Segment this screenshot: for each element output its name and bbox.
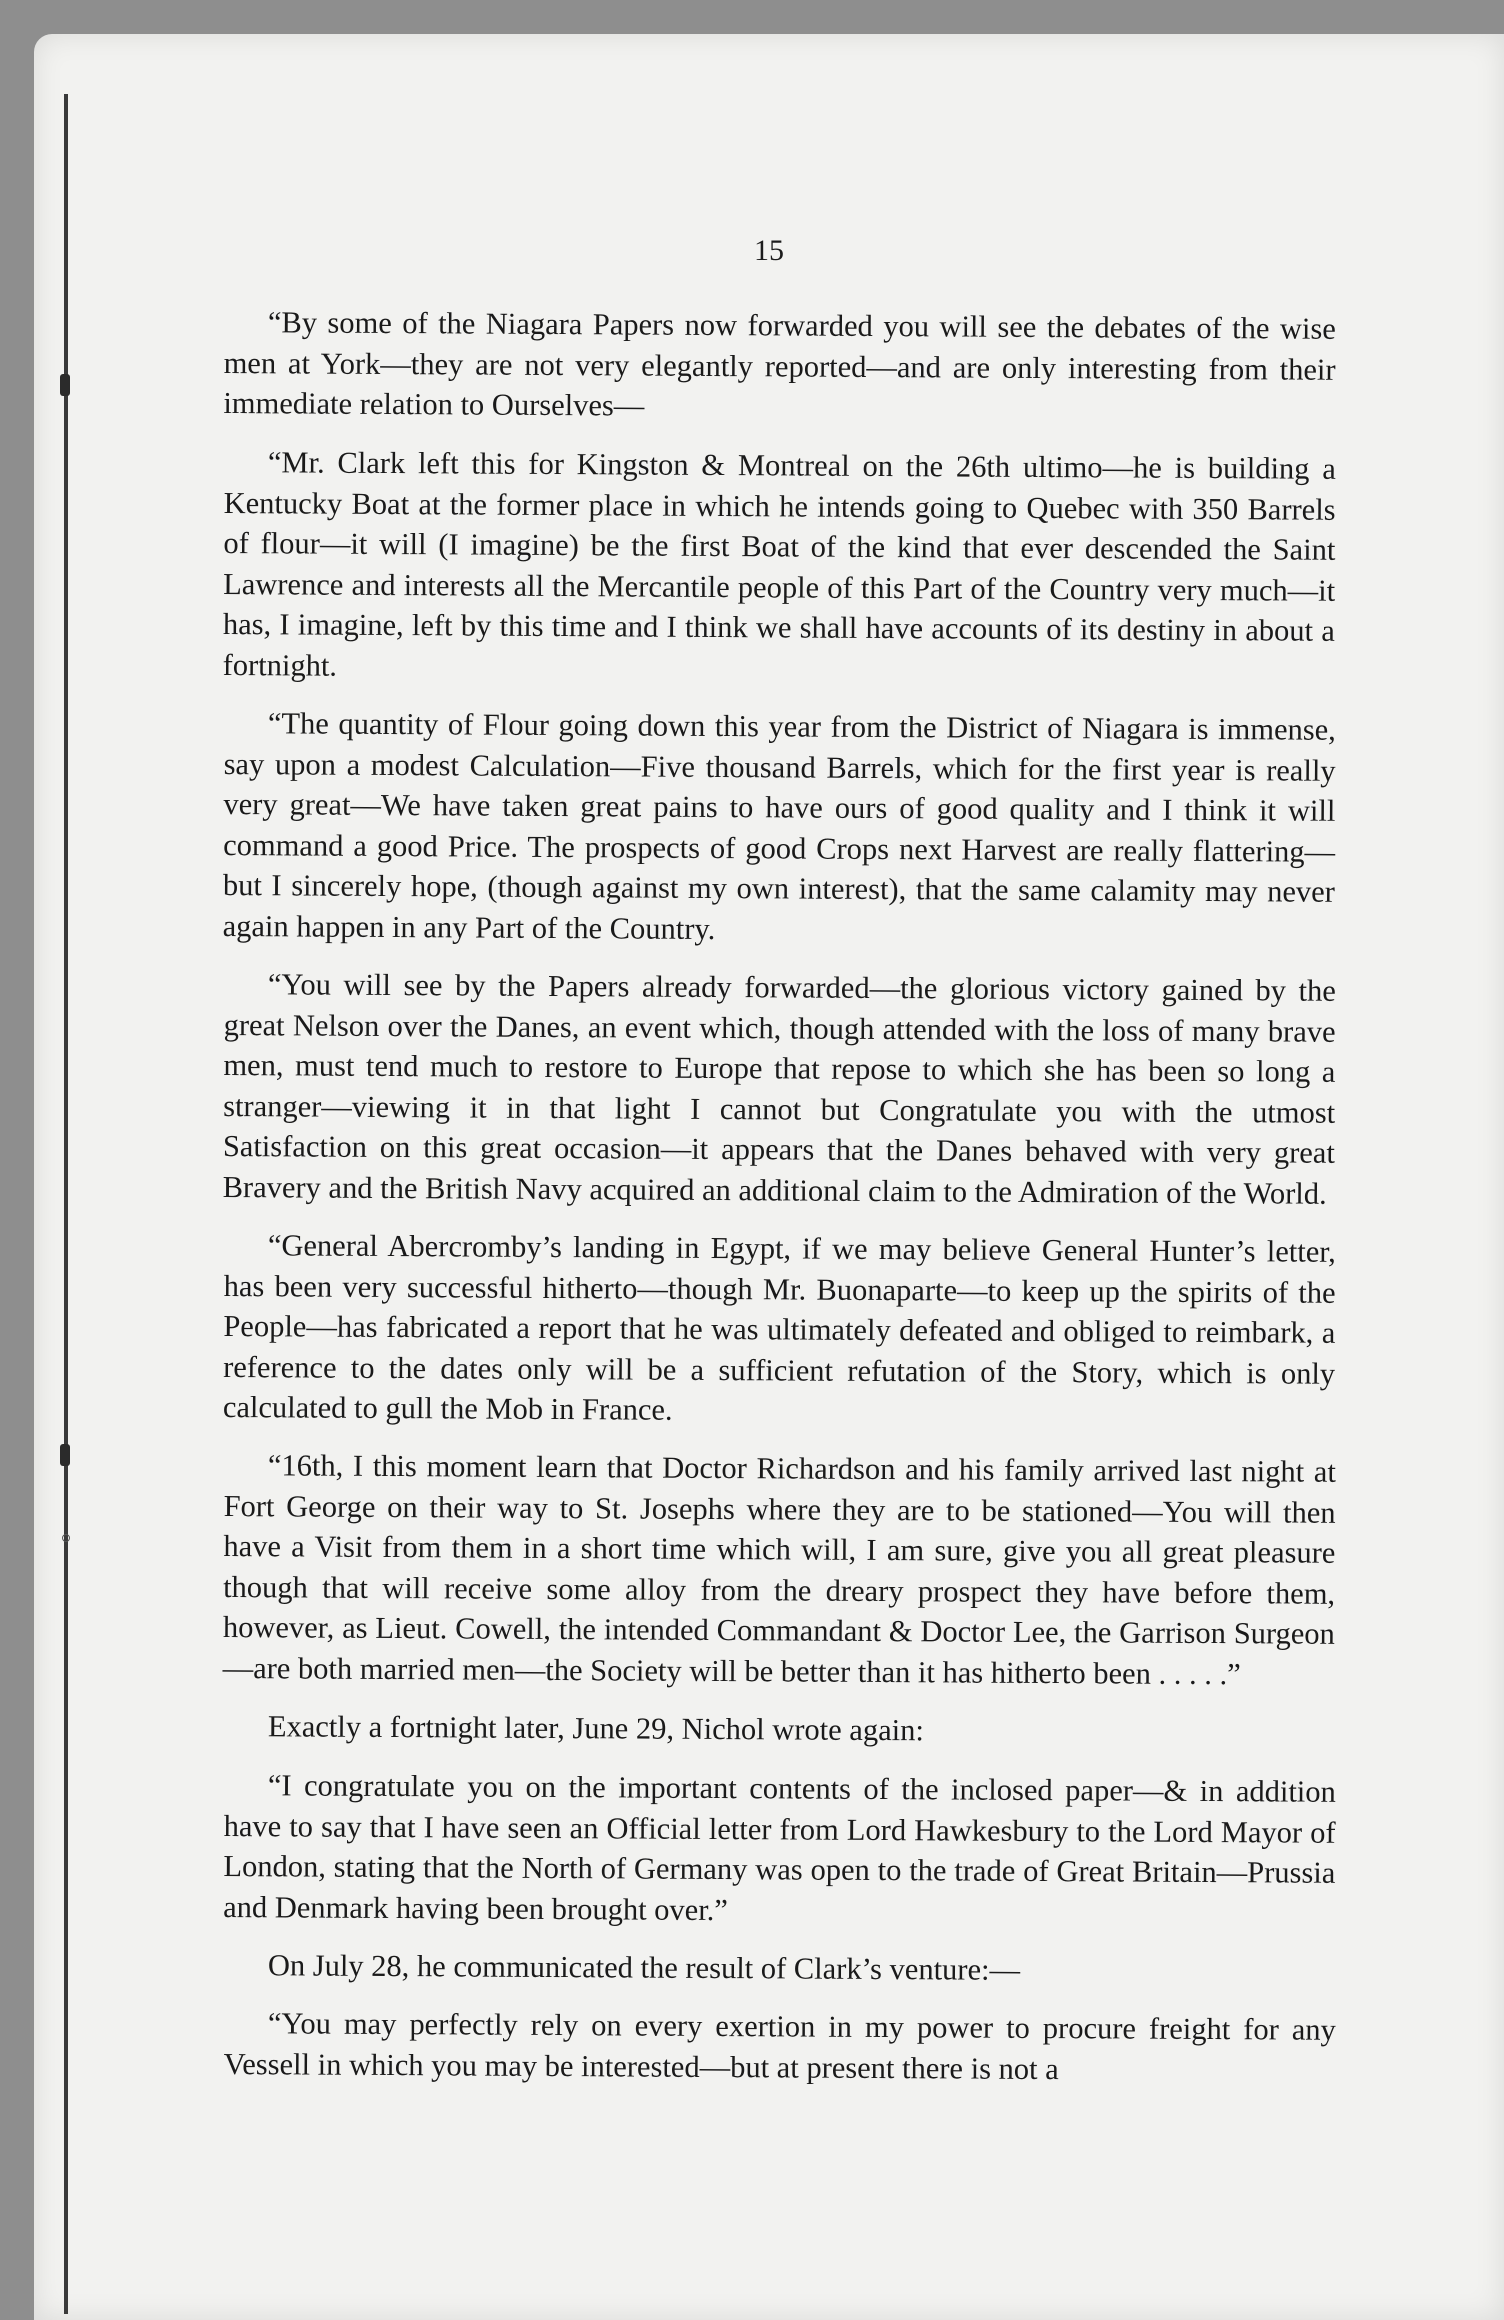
binding-mark	[60, 374, 70, 396]
binding-hole	[62, 1534, 70, 1542]
body-text	[224, 302, 1336, 2102]
page-number: 15	[754, 234, 784, 267]
paragraph: “16th, I this moment learn that Doctor Richardson and his family arrived last night at Fort George on their way to St. Josephs where they are to be stationed—You will then have a Visit from them in a short time which will, I am sure, give you all great pleasure though that will receive some alloy from the dreary prospect they have before them, however, as Lieut. Cowell, the intended Commandant & Doctor Lee, the Garrison Surgeon—are both married men—the Society will be better than it has hitherto been . . . . .”	[222, 1448, 1336, 1691]
book-page	[34, 34, 1504, 2320]
paragraph: “Mr. Clark left this for Kingston & Montreal on the 26th ultimo—he is building a Kentucky Boat at the former place in which he intends going to Quebec with 350 Barrels of flour—it will (I imagine) be the first Boat of the kind that ever descended the Saint Lawrence and interests all the Mercantile people of this Part of the Country very much—it has, I imagine, left by this time and I think we shall have accounts of its destiny in about a fortnight.	[222, 444, 1336, 682]
paragraph: “General Abercromby’s landing in Egypt, if we may believe General Hunter’s letter, has been very successful hitherto—though Mr. Buonaparte—to keep up the spirits of the People—has fabricated a report that he was ultimately defeated and obliged to reimbark, a reference to the dates only will be a sufficient refutation of the Story, which is only calculated to gull the Mob in France.	[222, 1227, 1336, 1427]
paragraph: Exactly a fortnight later, June 29, Nichol wrote again:	[267, 1709, 924, 1748]
paragraph: “I congratulate you on the important contents of the inclosed paper—& in addition have to say that I have seen an Official letter from Lord Hawkesbury to the Lord Mayor of London, stating that the North of Germany was open to the trade of Great Britain—Prussia and Denmark having been brought over.”	[223, 1767, 1336, 1927]
paragraph: “You may perfectly rely on every exertion in my power to procure freight for any Vessell in which you may be interested—but at present there is not a	[223, 2006, 1336, 2086]
paragraph: On July 28, he communicated the result of Clark’s venture:—	[267, 1947, 1021, 1987]
binding-mark	[60, 1444, 70, 1466]
binding-edge	[64, 94, 68, 2314]
paragraph: “You will see by the Papers already forwarded—the glorious victory gained by the great Nelson over the Danes, an event which, though attended with the loss of many brave men, must tend much to restore to Europe that repose to which she has been so long a stranger—viewing it in that light I cannot but Congratulate you with the utmost Satisfaction on this great occasion—it appears that the Danes behaved with very great Bravery and the British Navy acquired an additional claim to the Admiration of the World.	[222, 966, 1336, 1210]
paragraph: “By some of the Niagara Papers now forwarded you will see the debates of the wise men at York—they are not very elegantly reported—and are only interesting from their immediate relation to Ourselves—	[223, 305, 1336, 423]
paragraph: “The quantity of Flour going down this year from the District of Niagara is immense, say upon a modest Calculation—Five thousand Barrels, which for the first year is really very great—We have taken great pains to have ours of good quality and I think it will command a good Price. The prospects of good Crops next Harvest are really flattering—but I sincerely hope, (though against my own interest), that the same calamity may never again happen in any Part of the Country.	[222, 705, 1336, 946]
